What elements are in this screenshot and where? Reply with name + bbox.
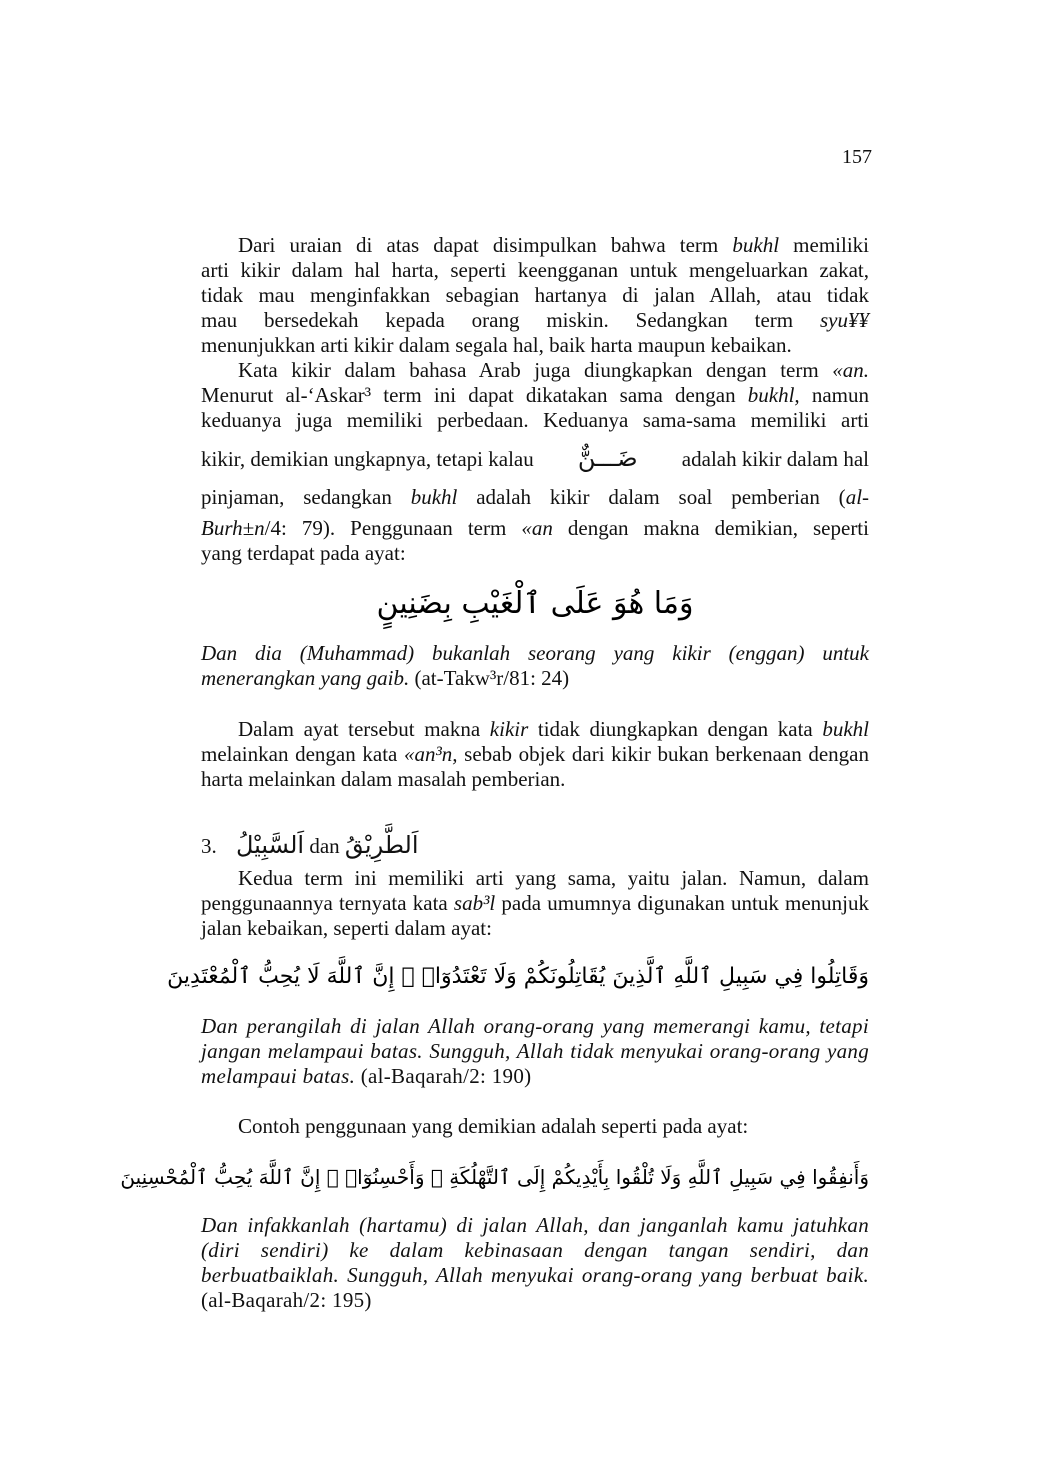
text-span: adalah kikir dalam soal pemberian ( — [457, 485, 846, 509]
text-span: mau bersedekah kepada orang miskin. Sedangkan term — [201, 308, 820, 332]
term-bukhl: bukhl — [732, 233, 780, 257]
ayat-translation-1 — [201, 641, 869, 691]
text-span: namun — [799, 383, 869, 407]
text-span: dengan makna demikian, seperti — [552, 516, 869, 540]
paragraph-2-line-3 — [201, 408, 869, 433]
paragraph-1-line-2 — [201, 258, 869, 283]
translation-text: Dan perangilah di jalan Allah orang-orang yang memerangi kamu, tetapi jangan melampaui batas. Sungguh, Allah tidak menyukai orang-orang yang melampaui batas. — [201, 1014, 869, 1088]
paragraph-1-line-5 — [201, 333, 869, 358]
term-bukhl: bukhl — [410, 485, 458, 509]
paragraph-1-line-3 — [201, 283, 869, 308]
arabic-term-sabil: اَلسَّبِيْلُ — [236, 831, 305, 859]
text-span: sebab objek dari kikir bukan berkenaan dengan harta melainkan dalam masalah pemberian. — [201, 742, 869, 791]
ayat-arabic-1: وَمَا هُوَ عَلَى ٱلْغَيْبِ بِضَنِينٍ — [376, 586, 694, 621]
paragraph-5 — [201, 1114, 869, 1139]
paragraph-1-line-4 — [201, 308, 869, 333]
paragraph-2-line-7 — [201, 541, 869, 566]
paragraph-2-line-4 — [201, 446, 869, 472]
text-span: melainkan dengan kata — [201, 742, 404, 766]
text-span: Kedua term ini memiliki arti yang sama, yaitu jalan. Namun, dalam penggunaannya ternyata kata — [201, 866, 869, 915]
text-span: /4: 79). Penggunaan term — [264, 516, 522, 540]
text-span: Contoh penggunaan yang demikian adalah seperti pada ayat: — [238, 1114, 749, 1138]
paragraph-2-line-6 — [201, 516, 869, 541]
citation-italic: Burh±n — [201, 516, 265, 540]
text-span: keduanya juga memiliki perbedaan. Keduanya sama-sama memiliki arti — [201, 408, 869, 432]
arabic-term-thariq: اَلطَّرِيْقُ — [344, 831, 419, 859]
term-bukhl: bukhl — [822, 717, 869, 741]
ayat-reference: (al-Baqarah/2: 190) — [355, 1064, 532, 1088]
term-sabil: sab³l — [453, 891, 496, 915]
text-span: Dari uraian di atas dapat disimpulkan bahwa term — [238, 233, 733, 257]
text-span: yang terdapat pada ayat: — [201, 541, 406, 565]
term-danin: «an³n, — [403, 742, 458, 766]
text-span: adalah kikir dalam hal — [681, 447, 869, 471]
ayat-arabic-2: وَقَاتِلُوا فِي سَبِيلِ ٱللَّهِ ٱلَّذِينَ يُقَاتِلُونَكُمْ وَلَا تَعْتَدُوٓا۟ ۚ إِنَّ ٱللَّهَ لَا يُحِبُّ ٱلْمُعْتَدِينَ — [167, 964, 869, 989]
ayat-reference: (at-Takw³r/81: 24) — [409, 666, 570, 690]
translation-text: Dan dia (Muhammad) bukanlah seorang yang kikir (enggan) untuk menerangkan yang gaib. — [201, 641, 869, 690]
text-span: dan — [309, 834, 340, 858]
term-dan: «an — [521, 516, 553, 540]
paragraph-3 — [201, 717, 869, 792]
text-span: Kata kikir dalam bahasa Arab juga diungkapkan dengan term — [238, 358, 833, 382]
text-span: memiliki — [779, 233, 870, 257]
text-span: pada umumnya digunakan untuk menunjuk jalan kebaikan, seperti dalam ayat: — [201, 891, 869, 940]
term-bukhl: bukhl, — [747, 383, 800, 407]
ayat-translation-2 — [201, 1014, 869, 1089]
section-number: 3. — [201, 834, 217, 858]
ayat-reference: (al-Baqarah/2: 195) — [201, 1288, 372, 1312]
paragraph-2-line-2 — [201, 383, 869, 408]
text-span: Dalam ayat tersebut makna — [238, 717, 490, 741]
term-kikir: kikir — [489, 717, 529, 741]
term-dan: «an. — [832, 358, 869, 382]
ayat-arabic-3: وَأَنفِقُوا فِي سَبِيلِ ٱللَّهِ وَلَا تُلْقُوا بِأَيْدِيكُمْ إِلَى ٱلتَّهْلُكَةِ ۛ وَأَحْسِنُوٓا۟ ۛ إِنَّ ٱللَّهَ يُحِبُّ ٱلْمُحْسِنِينَ — [120, 1165, 869, 1189]
paragraph-1 — [201, 233, 869, 258]
text-span: tidak mau menginfakkan sebagian hartanya di jalan Allah, atau tidak — [201, 283, 869, 307]
text-span: kikir, demikian ungkapnya, tetapi kalau — [201, 447, 534, 471]
paragraph-2-line-1 — [201, 358, 869, 383]
page-number: 157 — [842, 146, 872, 168]
citation-italic: al- — [845, 485, 870, 509]
text-span: Menurut al-‘Askar³ term ini dapat dikatakan sama dengan — [201, 383, 748, 407]
section-heading-3 — [201, 827, 869, 864]
text-span: pinjaman, sedangkan — [201, 485, 411, 509]
arabic-term: ضَـــنٌّ — [577, 444, 638, 472]
text-span: menunjukkan arti kikir dalam segala hal, baik harta maupun kebaikan. — [201, 333, 792, 357]
text-span: arti kikir dalam hal harta, seperti keengganan untuk mengeluarkan zakat, — [201, 258, 869, 282]
term-syuhh: syu¥¥ — [820, 308, 869, 332]
paragraph-4 — [201, 866, 869, 941]
ayat-translation-3 — [201, 1213, 869, 1313]
translation-text: Dan infakkanlah (hartamu) di jalan Allah, dan janganlah kamu jatuhkan (diri sendiri) ke dalam kebinasaan dengan tangan sendiri, dan berbuatbaiklah. Sungguh, Allah menyukai orang-orang yang berbuat baik. — [201, 1213, 869, 1287]
text-span: tidak diungkapkan dengan kata — [528, 717, 823, 741]
paragraph-2-line-5 — [201, 485, 869, 510]
